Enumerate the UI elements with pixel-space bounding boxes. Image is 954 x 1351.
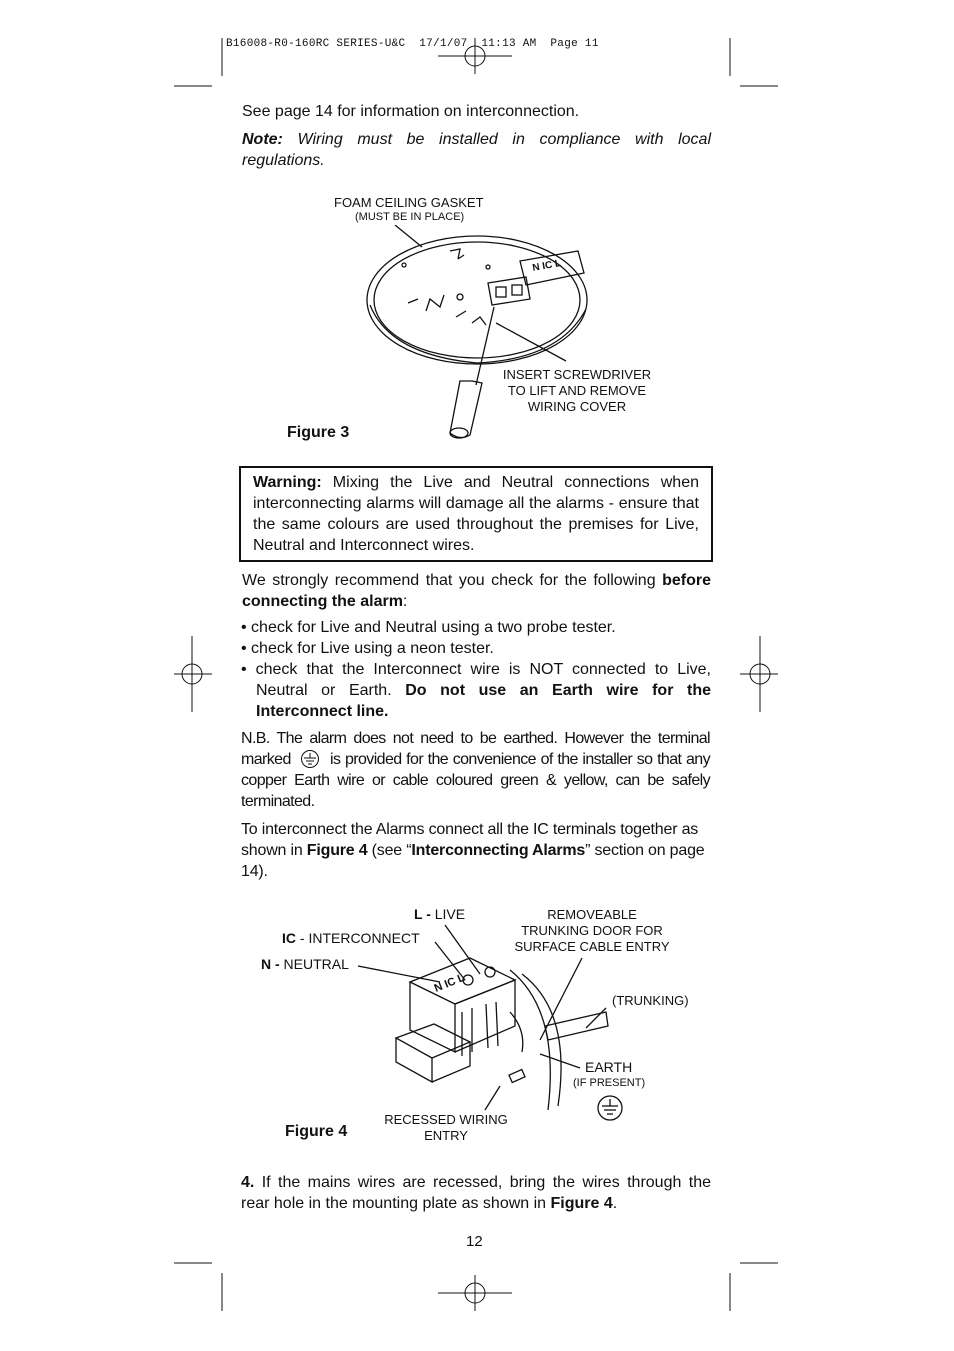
recommend-tail: : <box>402 593 408 610</box>
nb-text-2: is provided for the convenience of the installer so that any copper Earth wire or cable coloured green & yellow, can be safely terminated. <box>241 751 710 810</box>
figure4-caption: Figure 4 <box>285 1123 348 1140</box>
note-paragraph <box>242 129 711 171</box>
recommend-text: We strongly recommend that you check for the following <box>242 572 663 589</box>
bullet-item-3-text: • check that the Interconnect wire is NOT connected to Live, Neutral or Earth. <box>241 661 711 699</box>
fig4-recessed-line2: ENTRY <box>424 1128 468 1143</box>
interconnect-paragraph <box>241 819 713 882</box>
nb-text-1: N.B. The alarm does not need to be earthed. However the terminal marked <box>241 730 710 768</box>
fig4-ic-key: IC <box>282 930 296 946</box>
bullet-item-3 <box>241 659 711 722</box>
recommend-bold: before connecting the alarm <box>242 572 711 610</box>
note-text: Wiring must be installed in compliance with local regulations. <box>242 131 711 169</box>
fig4-terminal-letters: N IC L <box>432 971 467 995</box>
fig4-earth-label: EARTH <box>585 1059 633 1075</box>
figure4-illustration <box>350 900 690 1130</box>
fig3-gasket-label: FOAM CEILING GASKET <box>334 195 484 210</box>
interconnect-text-3: ” section on page 14). <box>241 842 705 880</box>
figure3-illustration <box>360 225 600 450</box>
fig4-live-key: L - <box>414 906 431 922</box>
nb-paragraph <box>241 728 710 812</box>
fig4-earth-sublabel: (IF PRESENT) <box>573 1077 646 1089</box>
bullet-list <box>241 617 711 722</box>
page-number: 12 <box>466 1233 483 1250</box>
fig4-trunking-door-line2: TRUNKING DOOR FOR <box>521 923 663 938</box>
fig3-screwdriver-line3: WIRING COVER <box>527 399 627 414</box>
interconnect-text-2: (see “ <box>367 842 412 859</box>
warning-label: Warning: <box>253 474 322 491</box>
step4-text: If the mains wires are recessed, bring the wires through the rear hole in the mounting plate as shown in <box>241 1174 711 1212</box>
fig3-screwdriver-line2: TO LIFT AND REMOVE <box>507 383 647 398</box>
bullet-item-2: • check for Live using a neon tester. <box>241 640 494 657</box>
slug-date: 17/1/07 <box>419 38 468 50</box>
fig4-recessed-line1: RECESSED WIRING <box>384 1112 508 1127</box>
figure3-caption: Figure 3 <box>287 424 350 441</box>
warning-text: Mixing the Live and Neutral connections when interconnecting alarms will damage all the alarms - ensure that the same colours are used throughout the premises for Live, Neutral and Interconnect wires. <box>253 474 699 554</box>
fig4-neutral-text: NEUTRAL <box>279 956 349 972</box>
fig3-terminal-letters: N IC L <box>531 258 562 274</box>
step4-tail: . <box>612 1195 618 1212</box>
slug-time: 11:13 AM <box>481 38 537 50</box>
see-page-text: See page 14 for information on interconnection. <box>242 103 580 120</box>
earth-symbol-icon <box>299 750 321 768</box>
fig4-trunking-door-line3: SURFACE CABLE ENTRY <box>514 939 670 954</box>
bullet-item-3-bold: Do not use an Earth wire for the Interconnect line. <box>256 682 712 720</box>
warning-box <box>239 466 713 562</box>
bullet-item-1: • check for Live and Neutral using a two probe tester. <box>241 619 616 636</box>
slug-code: B16008-R0-160RC SERIES-U&C <box>226 38 406 50</box>
fig4-trunking-label: (TRUNKING) <box>612 993 689 1008</box>
step4-paragraph <box>241 1172 711 1214</box>
step4-number: 4. <box>241 1174 255 1191</box>
fig4-live-text: LIVE <box>430 906 466 922</box>
slug-page: Page 11 <box>550 38 599 50</box>
fig4-trunking-door-line1: REMOVEABLE <box>547 907 637 922</box>
note-label: Note: <box>242 131 283 148</box>
fig3-gasket-sublabel: (MUST BE IN PLACE) <box>355 211 465 223</box>
interconnect-section-ref: Interconnecting Alarms <box>411 842 586 859</box>
fig4-neutral-key: N - <box>261 956 280 972</box>
step4-fig-ref: Figure 4 <box>550 1195 613 1212</box>
interconnect-fig-ref: Figure 4 <box>306 842 368 859</box>
fig3-screwdriver-label <box>500 367 654 415</box>
fig4-neutral-label <box>261 956 349 972</box>
fig4-ic-text: - INTERCONNECT <box>296 930 420 946</box>
recommend-paragraph <box>242 570 711 612</box>
fig3-screwdriver-line1: INSERT SCREWDRIVER <box>502 367 652 382</box>
interconnect-text-1: To interconnect the Alarms connect all the IC terminals together as shown in <box>241 821 699 859</box>
